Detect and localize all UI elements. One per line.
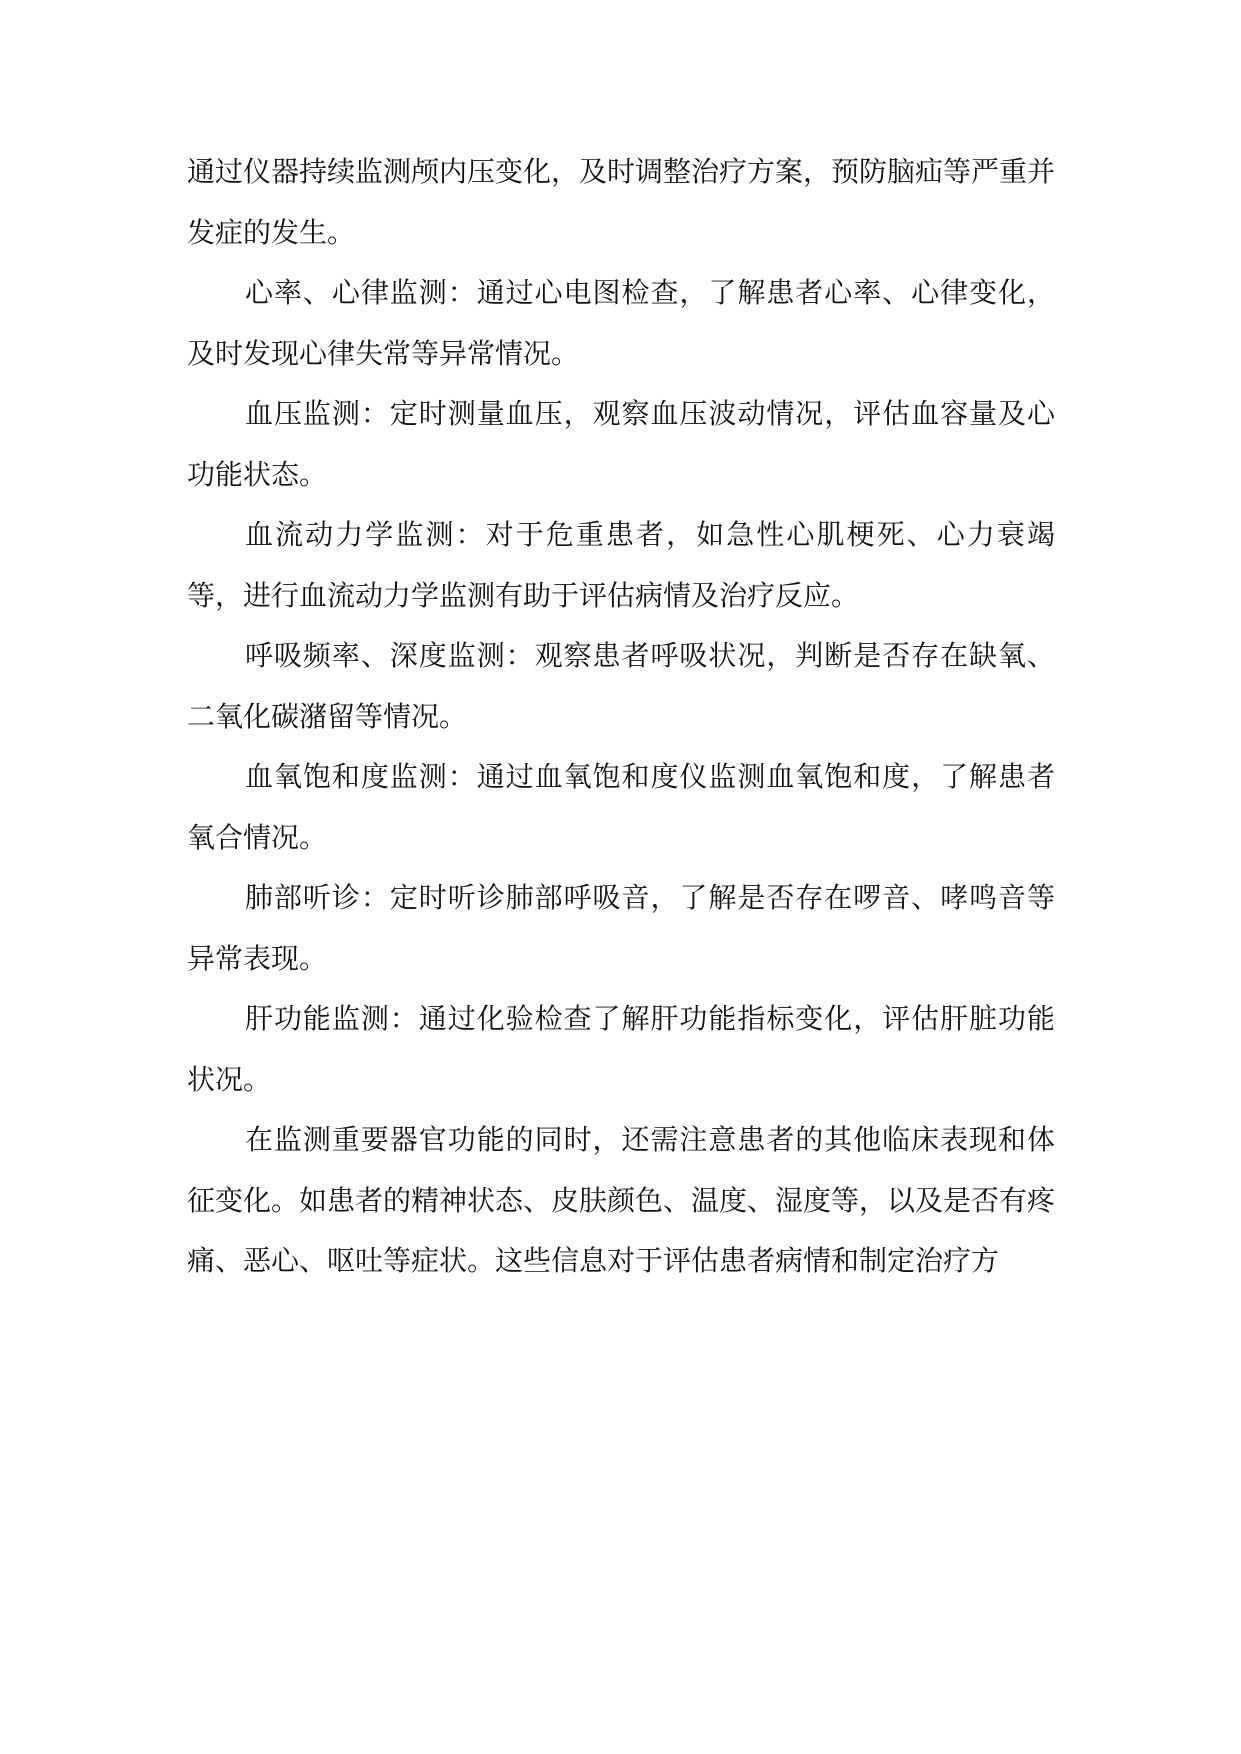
paragraph-liver-function: 肝功能监测：通过化验检查了解肝功能指标变化，评估肝脏功能状况。 xyxy=(187,1002,1055,1096)
paragraph-other-clinical-signs: 在监测重要器官功能的同时，还需注意患者的其他临床表现和体征变化。如患者的精神状态、皮肤颜色、温度、湿度等，以及是否有疼痛、恶心、呕吐等症状。这些信息对于评估患者病情和制定治疗方 xyxy=(187,1123,1056,1277)
paragraph-intracranial-pressure-continued: 通过仪器持续监测颅内压变化，及时调整治疗方案，预防脑疝等严重并发症的发生。 xyxy=(187,155,1056,249)
paragraph-oxygen-saturation: 血氧饱和度监测：通过血氧饱和度仪监测血氧饱和度，了解患者氧合情况。 xyxy=(187,760,1055,854)
paragraph-lung-auscultation: 肺部听诊：定时听诊肺部呼吸音，了解是否存在啰音、哮鸣音等异常表现。 xyxy=(187,881,1055,975)
paragraph-heart-rate-rhythm: 心率、心律监测：通过心电图检查，了解患者心率、心律变化，及时发现心律失常等异常情况。 xyxy=(187,276,1055,370)
paragraph-blood-pressure: 血压监测：定时测量血压，观察血压波动情况，评估血容量及心功能状态。 xyxy=(187,397,1055,491)
body-text xyxy=(187,142,1055,1292)
paragraph-hemodynamics: 血流动力学监测：对于危重患者，如急性心肌梗死、心力衰竭等，进行血流动力学监测有助于评估病情及治疗反应。 xyxy=(187,518,1055,612)
paragraph-respiration: 呼吸频率、深度监测：观察患者呼吸状况，判断是否存在缺氧、二氧化碳潴留等情况。 xyxy=(187,639,1055,733)
